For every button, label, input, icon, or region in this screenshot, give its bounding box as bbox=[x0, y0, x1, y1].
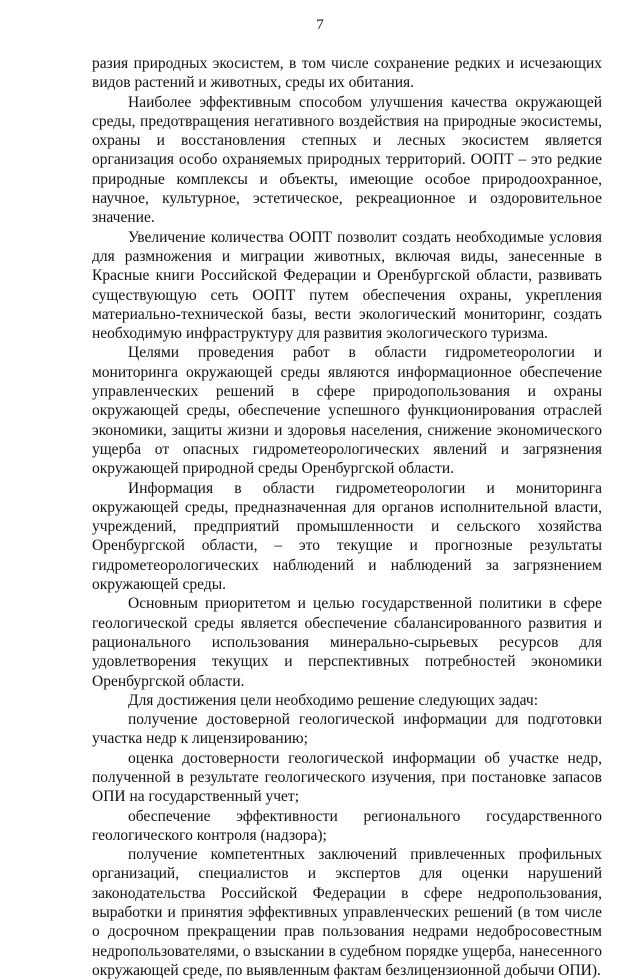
task-item-control-efficiency: обеспечение эффективности регионального государственного геологического контроля (надзора); bbox=[92, 807, 602, 844]
paragraph-continuation: разия природных экосистем, в том числе сохранение редких и исчезающих видов растений и животных, среды их обитания. bbox=[92, 55, 602, 92]
task-item-reliability-assessment: оценка достоверности геологической информации об участке недр, полученной в результате геологического изучения, при постановке запасов ОПИ на государственный учет; bbox=[92, 749, 602, 806]
page-number: 7 bbox=[316, 17, 324, 33]
paragraph-hydrometeorology-goals: Целями проведения работ в области гидрометеорологии и мониторинга окружающей среды являются информационное обеспечение управленческих решений в сфере природопользования и охраны окружающей среды, обеспечение успешного функционирования отраслей экономики, защиты жизни и здоровья населения, снижение экономического ущерба от опасных гидрометеорологических явлений и загрязнения окружающей природной среды Оренбургской области. bbox=[92, 344, 602, 478]
task-item-expert-conclusions: получение компетентных заключений привлеченных профильных организаций, специалистов и экспертов для оценки нарушений законодательства Российской Федерации в сфере недропользования, выработки и принятия эффективных управленческих решений (в том числе о досрочном прекращении прав пользования недрами недобросовестным недропользователями, о взыскании в судебном порядке ущерба, нанесенного окружающей среде, по выявленным фактам безлицензионной добычи ОПИ). bbox=[92, 846, 602, 979]
paragraph-tasks-intro: Для достижения цели необходимо решение следующих задач: bbox=[128, 691, 539, 709]
task-item-geological-information: получение достоверной геологической информации для подготовки участка недр к лицензированию; bbox=[92, 711, 602, 748]
paragraph-oopt-organization: Наиболее эффективным способом улучшения качества окружающей среды, предотвращения негативного воздействия на природные экосистемы, охраны и восстановления степных и лесных экосистем является организация особо охраняемых природных территорий. ООПТ – это редкие природные комплексы и объекты, имеющие особое природоохранное, научное, культурное, эстетическое, рекреационное и оздоровительное значение. bbox=[92, 93, 602, 227]
document-body bbox=[92, 54, 602, 980]
paragraph-hydrometeorology-information: Информация в области гидрометеорологии и мониторинга окружающей среды, предназначенная для органов исполнительной власти, учреждений, предприятий промышленности и сельского хозяйства Оренбургской области, – это текущие и прогнозные результаты гидрометеорологических наблюдений и наблюдений за загрязнением окружающей среды. bbox=[92, 479, 602, 594]
paragraph-geology-priority: Основным приоритетом и целью государственной политики в сфере геологической среды является обеспечение сбалансированного развития и рационального использования минерально-сырьевых ресурсов для удовлетворения текущих и перспективных потребностей экономики Оренбургской области. bbox=[92, 595, 602, 690]
paragraph-oopt-increase: Увеличение количества ООПТ позволит создать необходимые условия для размножения и миграции животных, включая виды, занесенные в Красные книги Российской Федерации и Оренбургской области, развивать существующую сеть ООПТ путем обеспечения охраны, укрепления материально-технической базы, вести экологический мониторинг, создать необходимую инфраструктуру для развития экологического туризма. bbox=[92, 228, 602, 343]
